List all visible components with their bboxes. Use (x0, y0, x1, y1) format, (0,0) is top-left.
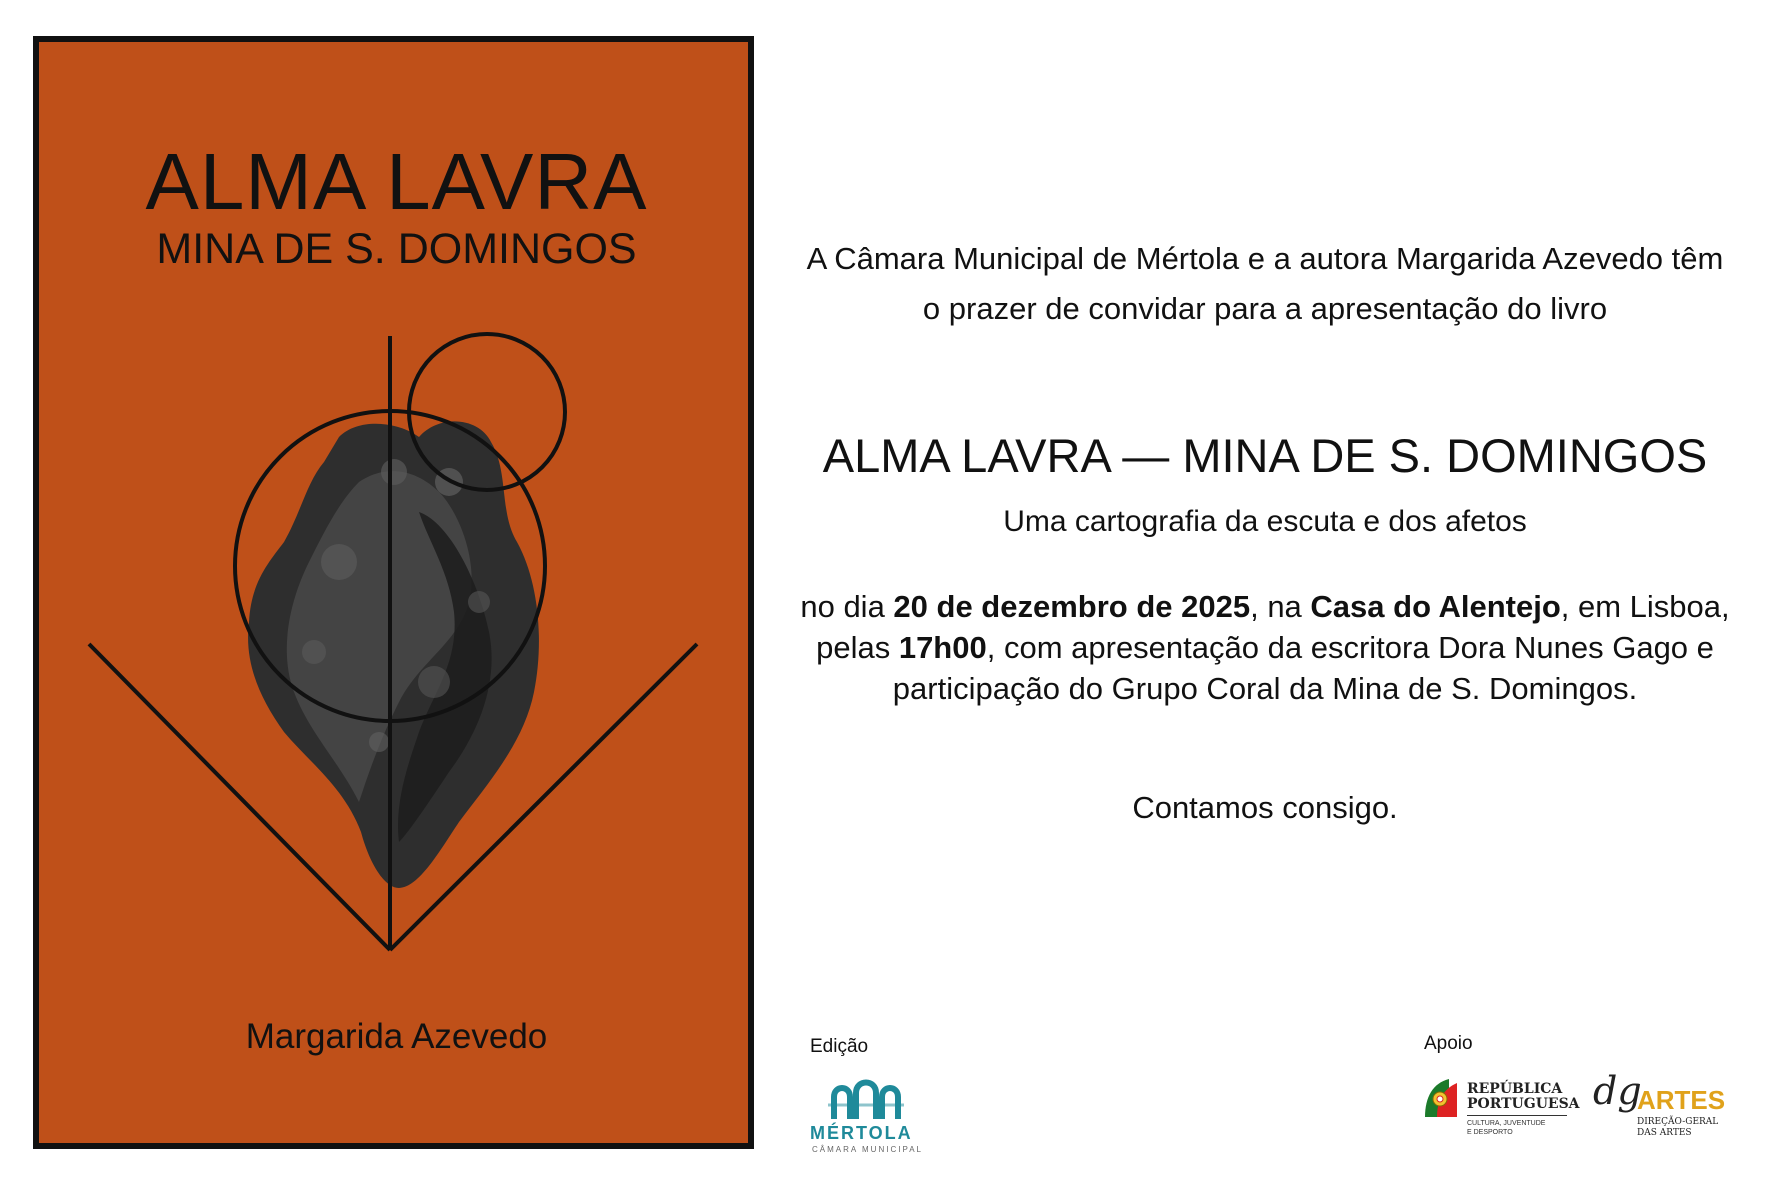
closing-text: Contamos consigo. (1132, 790, 1398, 825)
mertola-logo (806, 1075, 926, 1155)
republica-line-4: E DESPORTO (1467, 1129, 1513, 1136)
event-time: 17h00 (898, 630, 987, 665)
portugal-flag-icon (1423, 1077, 1459, 1121)
event-details (800, 586, 1730, 709)
event-text: , com apresentação da escritora Dora Nunes Gago e participação do Grupo Coral da Mina de S. Domingos. (892, 630, 1714, 706)
invitation-line-2: o prazer de convidar para a apresentação do livro (922, 291, 1608, 326)
event-venue: Casa do Alentejo (1310, 589, 1561, 624)
mertola-arches-icon (806, 1075, 926, 1123)
book-subtitle: Uma cartografia da escuta e dos afetos (1003, 505, 1527, 538)
republica-line-1: REPÚBLICA (1467, 1081, 1563, 1097)
book-title: ALMA LAVRA — MINA DE S. DOMINGOS (822, 429, 1708, 482)
dgartes-logo (1593, 1069, 1733, 1150)
dgartes-line-1: DIREÇÃO-GERAL (1637, 1117, 1719, 1127)
cover-subtitle: MINA DE S. DOMINGOS (156, 225, 637, 273)
book-cover (33, 36, 754, 1149)
event-text: , em Lisboa, pelas (816, 589, 1730, 665)
event-text: , na (1250, 589, 1311, 624)
divider (1467, 1115, 1567, 1116)
republica-line-3: CULTURA, JUVENTUDE (1467, 1120, 1546, 1127)
dgartes-mark: dg (1593, 1069, 1642, 1113)
event-text: no dia (800, 589, 894, 624)
dgartes-line-2: DAS ARTES (1637, 1128, 1692, 1138)
event-date: 20 de dezembro de 2025 (893, 589, 1251, 624)
republica-logo (1423, 1075, 1580, 1155)
apoio-label: Apoio (1424, 1033, 1473, 1054)
mertola-name: MÉRTOLA (810, 1123, 913, 1143)
invitation-line-1: A Câmara Municipal de Mértola e a autora Margarida Azevedo têm (806, 241, 1724, 276)
cover-author: Margarida Azevedo (245, 1017, 548, 1056)
mertola-sub: CÂMARA MUNICIPAL (812, 1145, 923, 1154)
cover-title: ALMA LAVRA (145, 137, 648, 226)
republica-line-2: PORTUGUESA (1467, 1096, 1580, 1112)
dgartes-name: ARTES (1637, 1085, 1726, 1115)
edicao-label: Edição (810, 1036, 869, 1057)
